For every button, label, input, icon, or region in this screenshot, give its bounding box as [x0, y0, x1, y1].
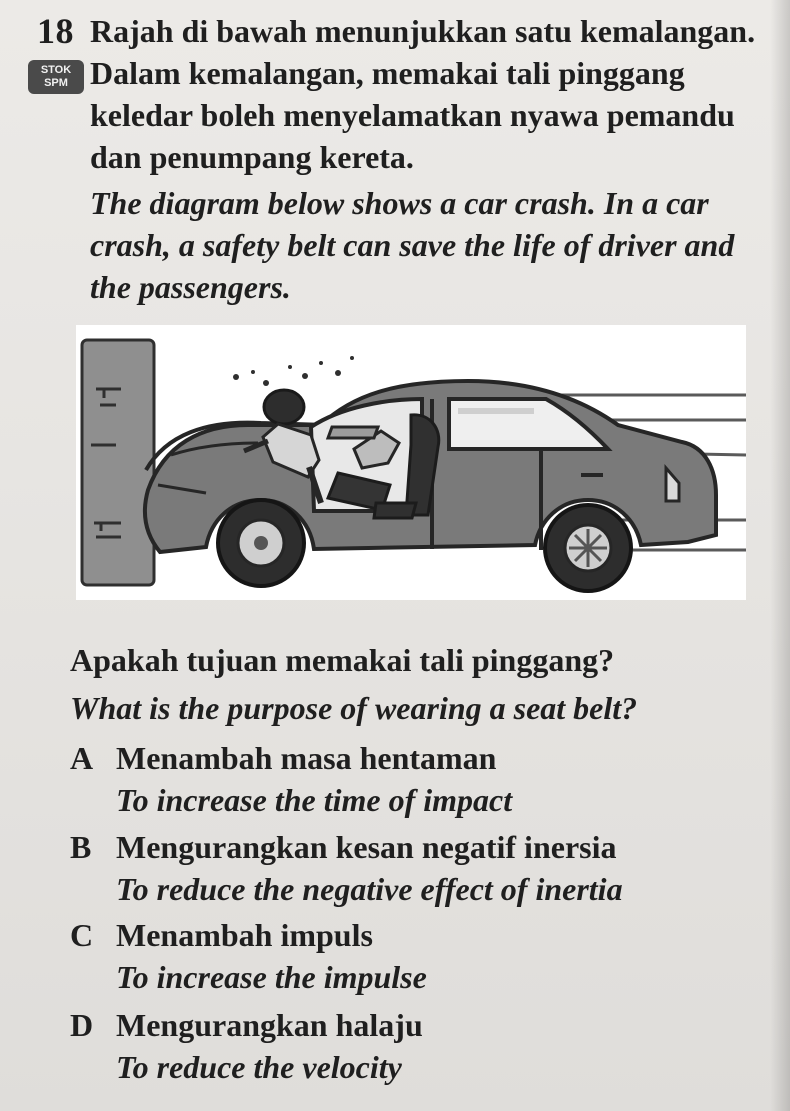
rear-wheel: [545, 505, 631, 591]
question-prompt-malay: Apakah tujuan memakai tali pinggang?: [70, 642, 615, 678]
car-crash-illustration: [76, 325, 746, 600]
option-d-english: To reduce the velocity: [116, 1049, 402, 1085]
source-badge: STOK SPM: [28, 60, 84, 94]
option-c[interactable]: [70, 914, 760, 998]
question-prompt-english: What is the purpose of wearing a seat belt?: [70, 690, 638, 726]
page-fold-shadow: [770, 0, 790, 1111]
option-letter-a: A: [70, 740, 94, 776]
option-c-malay: Menambah impuls: [116, 917, 373, 953]
intro-malay: Rajah di bawah menunjukkan satu kemalangan. Dalam kemalangan, memakai tali pinggang keledar boleh menyelamatkan nyawa pemandu dan penumpang kereta.: [90, 13, 756, 175]
option-a-malay: Menambah masa hentaman: [116, 740, 497, 776]
option-b-english: To reduce the negative effect of inertia: [116, 871, 623, 907]
intro-english: The diagram below shows a car crash. In a car crash, a safety belt can save the life of driver and the passengers.: [90, 185, 735, 305]
option-a[interactable]: [70, 737, 760, 821]
front-wheel: [218, 500, 304, 586]
option-letter-c: C: [70, 917, 94, 953]
question-intro: [90, 10, 770, 308]
option-d-malay: Mengurangkan halaju: [116, 1007, 423, 1043]
concrete-wall: [82, 340, 154, 585]
option-letter-b: B: [70, 829, 92, 865]
option-c-english: To increase the impulse: [116, 959, 427, 995]
option-letter-d: D: [70, 1007, 94, 1043]
option-b[interactable]: [70, 826, 760, 910]
option-b-malay: Mengurangkan kesan negatif inersia: [116, 829, 617, 865]
option-a-english: To increase the time of impact: [116, 782, 513, 818]
question-number: 18: [37, 11, 74, 51]
option-d[interactable]: [70, 1004, 760, 1088]
